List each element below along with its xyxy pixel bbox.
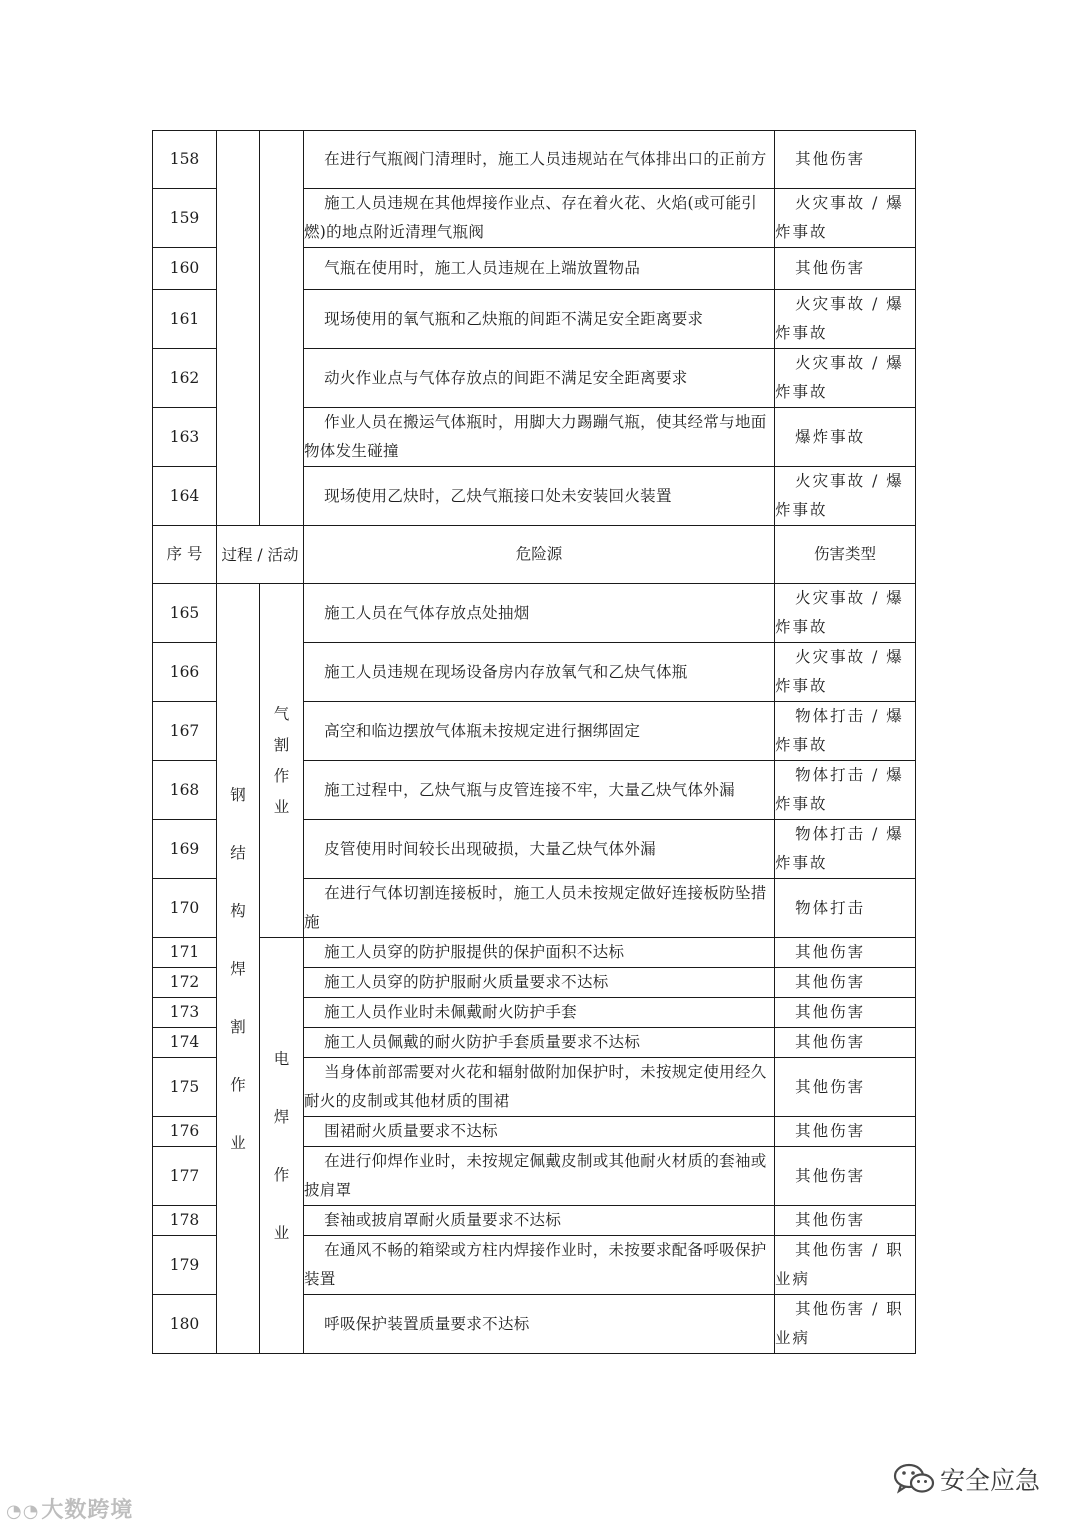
hazard-cell: 皮管使用时间较长出现破损，大量乙炔气体外漏 <box>304 820 775 879</box>
injury-type-cell: 其他伤害 <box>775 968 916 998</box>
subprocess-cell <box>260 584 304 938</box>
row-number: 170 <box>153 879 217 938</box>
injury-type-cell: 其他伤害 <box>775 1147 916 1206</box>
subprocess-cell <box>260 938 304 1354</box>
row-number: 178 <box>153 1206 217 1236</box>
hazard-cell: 围裙耐火质量要求不达标 <box>304 1117 775 1147</box>
hazard-cell: 高空和临边摆放气体瓶未按规定进行捆绑固定 <box>304 702 775 761</box>
account-brand <box>892 1461 1040 1497</box>
row-number: 179 <box>153 1236 217 1295</box>
injury-type-cell: 火灾事故 / 爆炸事故 <box>775 349 916 408</box>
row-number: 173 <box>153 998 217 1028</box>
row-number: 165 <box>153 584 217 643</box>
watermark-logo-icon: ◔◔ <box>6 1501 40 1522</box>
row-number: 166 <box>153 643 217 702</box>
hazard-table <box>152 130 916 1354</box>
injury-type-cell: 火灾事故 / 爆炸事故 <box>775 643 916 702</box>
row-number: 175 <box>153 1058 217 1117</box>
hazard-cell: 在进行仰焊作业时，未按规定佩戴皮制或其他耐火材质的套袖或披肩罩 <box>304 1147 775 1206</box>
hazard-cell: 施工人员穿的防护服耐火质量要求不达标 <box>304 968 775 998</box>
row-number: 162 <box>153 349 217 408</box>
injury-type-cell: 其他伤害 <box>775 131 916 189</box>
hazard-cell: 施工人员佩戴的耐火防护手套质量要求不达标 <box>304 1028 775 1058</box>
hazard-cell: 施工过程中，乙炔气瓶与皮管连接不牢，大量乙炔气体外漏 <box>304 761 775 820</box>
subprocess-label-gas-cutting: 气割作业 <box>273 704 290 816</box>
row-number: 169 <box>153 820 217 879</box>
injury-type-cell: 火灾事故 / 爆炸事故 <box>775 467 916 526</box>
injury-type-cell: 其他伤害 / 职业病 <box>775 1236 916 1295</box>
row-number: 163 <box>153 408 217 467</box>
table-header-row <box>153 526 916 584</box>
row-number: 158 <box>153 131 217 189</box>
hazard-cell: 动火作业点与气体存放点的间距不满足安全距离要求 <box>304 349 775 408</box>
hazard-cell: 在进行气瓶阀门清理时，施工人员违规站在气体排出口的正前方 <box>304 131 775 189</box>
row-number: 174 <box>153 1028 217 1058</box>
wechat-icon <box>892 1462 936 1496</box>
row-number: 180 <box>153 1295 217 1354</box>
process-cell <box>217 131 260 526</box>
injury-type-cell: 其他伤害 / 职业病 <box>775 1295 916 1354</box>
hazard-cell: 施工人员在气体存放点处抽烟 <box>304 584 775 643</box>
process-cell <box>217 584 260 1354</box>
injury-type-cell: 其他伤害 <box>775 248 916 290</box>
hazard-cell: 当身体前部需要对火花和辐射做附加保护时，未按规定使用经久耐火的皮制或其他材质的围裙 <box>304 1058 775 1117</box>
injury-type-cell: 火灾事故 / 爆炸事故 <box>775 584 916 643</box>
row-number: 160 <box>153 248 217 290</box>
row-number: 167 <box>153 702 217 761</box>
brand-name: 安全应急 <box>940 1466 1041 1495</box>
hazard-cell: 施工人员违规在现场设备房内存放氧气和乙炔气体瓶 <box>304 643 775 702</box>
injury-type-cell: 物体打击 / 爆炸事故 <box>775 761 916 820</box>
header-process: 过程 / 活动 <box>217 526 304 584</box>
header-no: 序 号 <box>153 526 217 584</box>
hazard-cell: 现场使用乙炔时，乙炔气瓶接口处未安装回火装置 <box>304 467 775 526</box>
subprocess-cell <box>260 131 304 526</box>
table-row <box>153 584 916 643</box>
row-number: 159 <box>153 189 217 248</box>
injury-type-cell: 物体打击 <box>775 879 916 938</box>
injury-type-cell: 物体打击 / 爆炸事故 <box>775 820 916 879</box>
injury-type-cell: 其他伤害 <box>775 938 916 968</box>
injury-type-cell: 其他伤害 <box>775 1117 916 1147</box>
row-number: 168 <box>153 761 217 820</box>
row-number: 171 <box>153 938 217 968</box>
header-hazard: 危险源 <box>304 526 775 584</box>
hazard-cell: 施工人员违规在其他焊接作业点、存在着火花、火焰(或可能引燃)的地点附近清理气瓶阀 <box>304 189 775 248</box>
hazard-cell: 施工人员穿的防护服提供的保护面积不达标 <box>304 938 775 968</box>
subprocess-label-welding: 电焊作业 <box>273 1049 290 1242</box>
injury-type-cell: 其他伤害 <box>775 998 916 1028</box>
injury-type-cell: 爆炸事故 <box>775 408 916 467</box>
hazard-cell: 套袖或披肩罩耐火质量要求不达标 <box>304 1206 775 1236</box>
injury-type-cell: 其他伤害 <box>775 1206 916 1236</box>
row-number: 164 <box>153 467 217 526</box>
table-row <box>153 938 916 968</box>
hazard-cell: 呼吸保护装置质量要求不达标 <box>304 1295 775 1354</box>
injury-type-cell: 火灾事故 / 爆炸事故 <box>775 189 916 248</box>
hazard-cell: 气瓶在使用时，施工人员违规在上端放置物品 <box>304 248 775 290</box>
watermark-text: 大数跨境 <box>41 1498 134 1523</box>
injury-type-cell: 其他伤害 <box>775 1028 916 1058</box>
row-number: 161 <box>153 290 217 349</box>
hazard-cell: 现场使用的氧气瓶和乙炔瓶的间距不满足安全距离要求 <box>304 290 775 349</box>
row-number: 172 <box>153 968 217 998</box>
table-row <box>153 131 916 189</box>
hazard-cell: 施工人员作业时未佩戴耐火防护手套 <box>304 998 775 1028</box>
row-number: 176 <box>153 1117 217 1147</box>
watermark <box>6 1493 133 1524</box>
injury-type-cell: 其他伤害 <box>775 1058 916 1117</box>
row-number: 177 <box>153 1147 217 1206</box>
header-injury-type: 伤害类型 <box>775 526 916 584</box>
injury-type-cell: 物体打击 / 爆炸事故 <box>775 702 916 761</box>
hazard-cell: 在进行气体切割连接板时，施工人员未按规定做好连接板防坠措施 <box>304 879 775 938</box>
hazard-cell: 在通风不畅的箱梁或方柱内焊接作业时，未按要求配备呼吸保护装置 <box>304 1236 775 1295</box>
hazard-cell: 作业人员在搬运气体瓶时，用脚大力踢蹦气瓶，使其经常与地面物体发生碰撞 <box>304 408 775 467</box>
injury-type-cell: 火灾事故 / 爆炸事故 <box>775 290 916 349</box>
process-label: 钢结构焊割作业 <box>230 785 246 1152</box>
